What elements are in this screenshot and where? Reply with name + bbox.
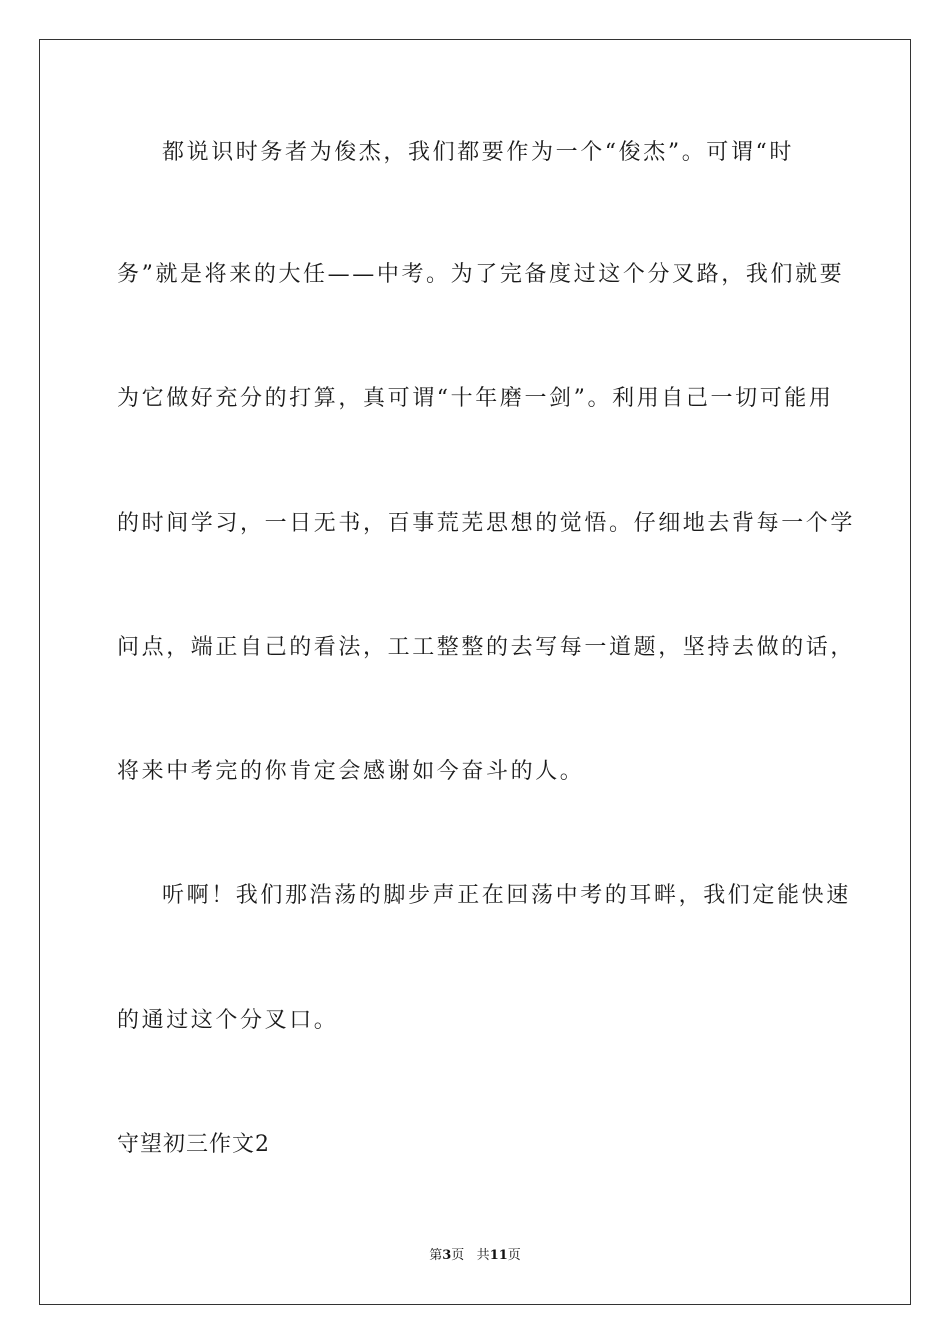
page-footer bbox=[0, 1248, 950, 1264]
total-pages-number: 11 bbox=[489, 1248, 508, 1263]
paragraph-2-line-1: 听啊！我们那浩荡的脚步声正在回荡中考的耳畔，我们定能快速 bbox=[162, 883, 851, 908]
footer-prefix: 第 bbox=[429, 1248, 443, 1263]
footer-total-prefix: 共 bbox=[476, 1248, 490, 1263]
paragraph-1-line-3: 为它做好充分的打算，真可谓“十年磨一剑”。利用自己一切可能用 bbox=[117, 386, 834, 411]
page-border bbox=[39, 39, 911, 1305]
paragraph-1-line-6: 将来中考完的你肯定会感谢如今奋斗的人。 bbox=[117, 759, 585, 784]
section-heading: 守望初三作文2 bbox=[117, 1132, 270, 1157]
paragraph-1-line-5: 问点，端正自己的看法，工工整整的去写每一道题，坚持去做的话， bbox=[117, 635, 856, 660]
paragraph-1-line-1: 都说识时务者为俊杰，我们都要作为一个“俊杰”。可谓“时 bbox=[162, 140, 794, 165]
current-page-number: 3 bbox=[442, 1248, 452, 1263]
paragraph-2-line-2: 的通过这个分叉口。 bbox=[117, 1008, 339, 1033]
footer-page-word: 页 bbox=[451, 1248, 465, 1263]
paragraph-1-line-2: 务”就是将来的大任——中考。为了完备度过这个分叉路，我们就要 bbox=[117, 262, 845, 287]
footer-total-suffix: 页 bbox=[507, 1248, 521, 1263]
paragraph-1-line-4: 的时间学习，一日无书，百事荒芜思想的觉悟。仔细地去背每一个学 bbox=[117, 511, 856, 536]
